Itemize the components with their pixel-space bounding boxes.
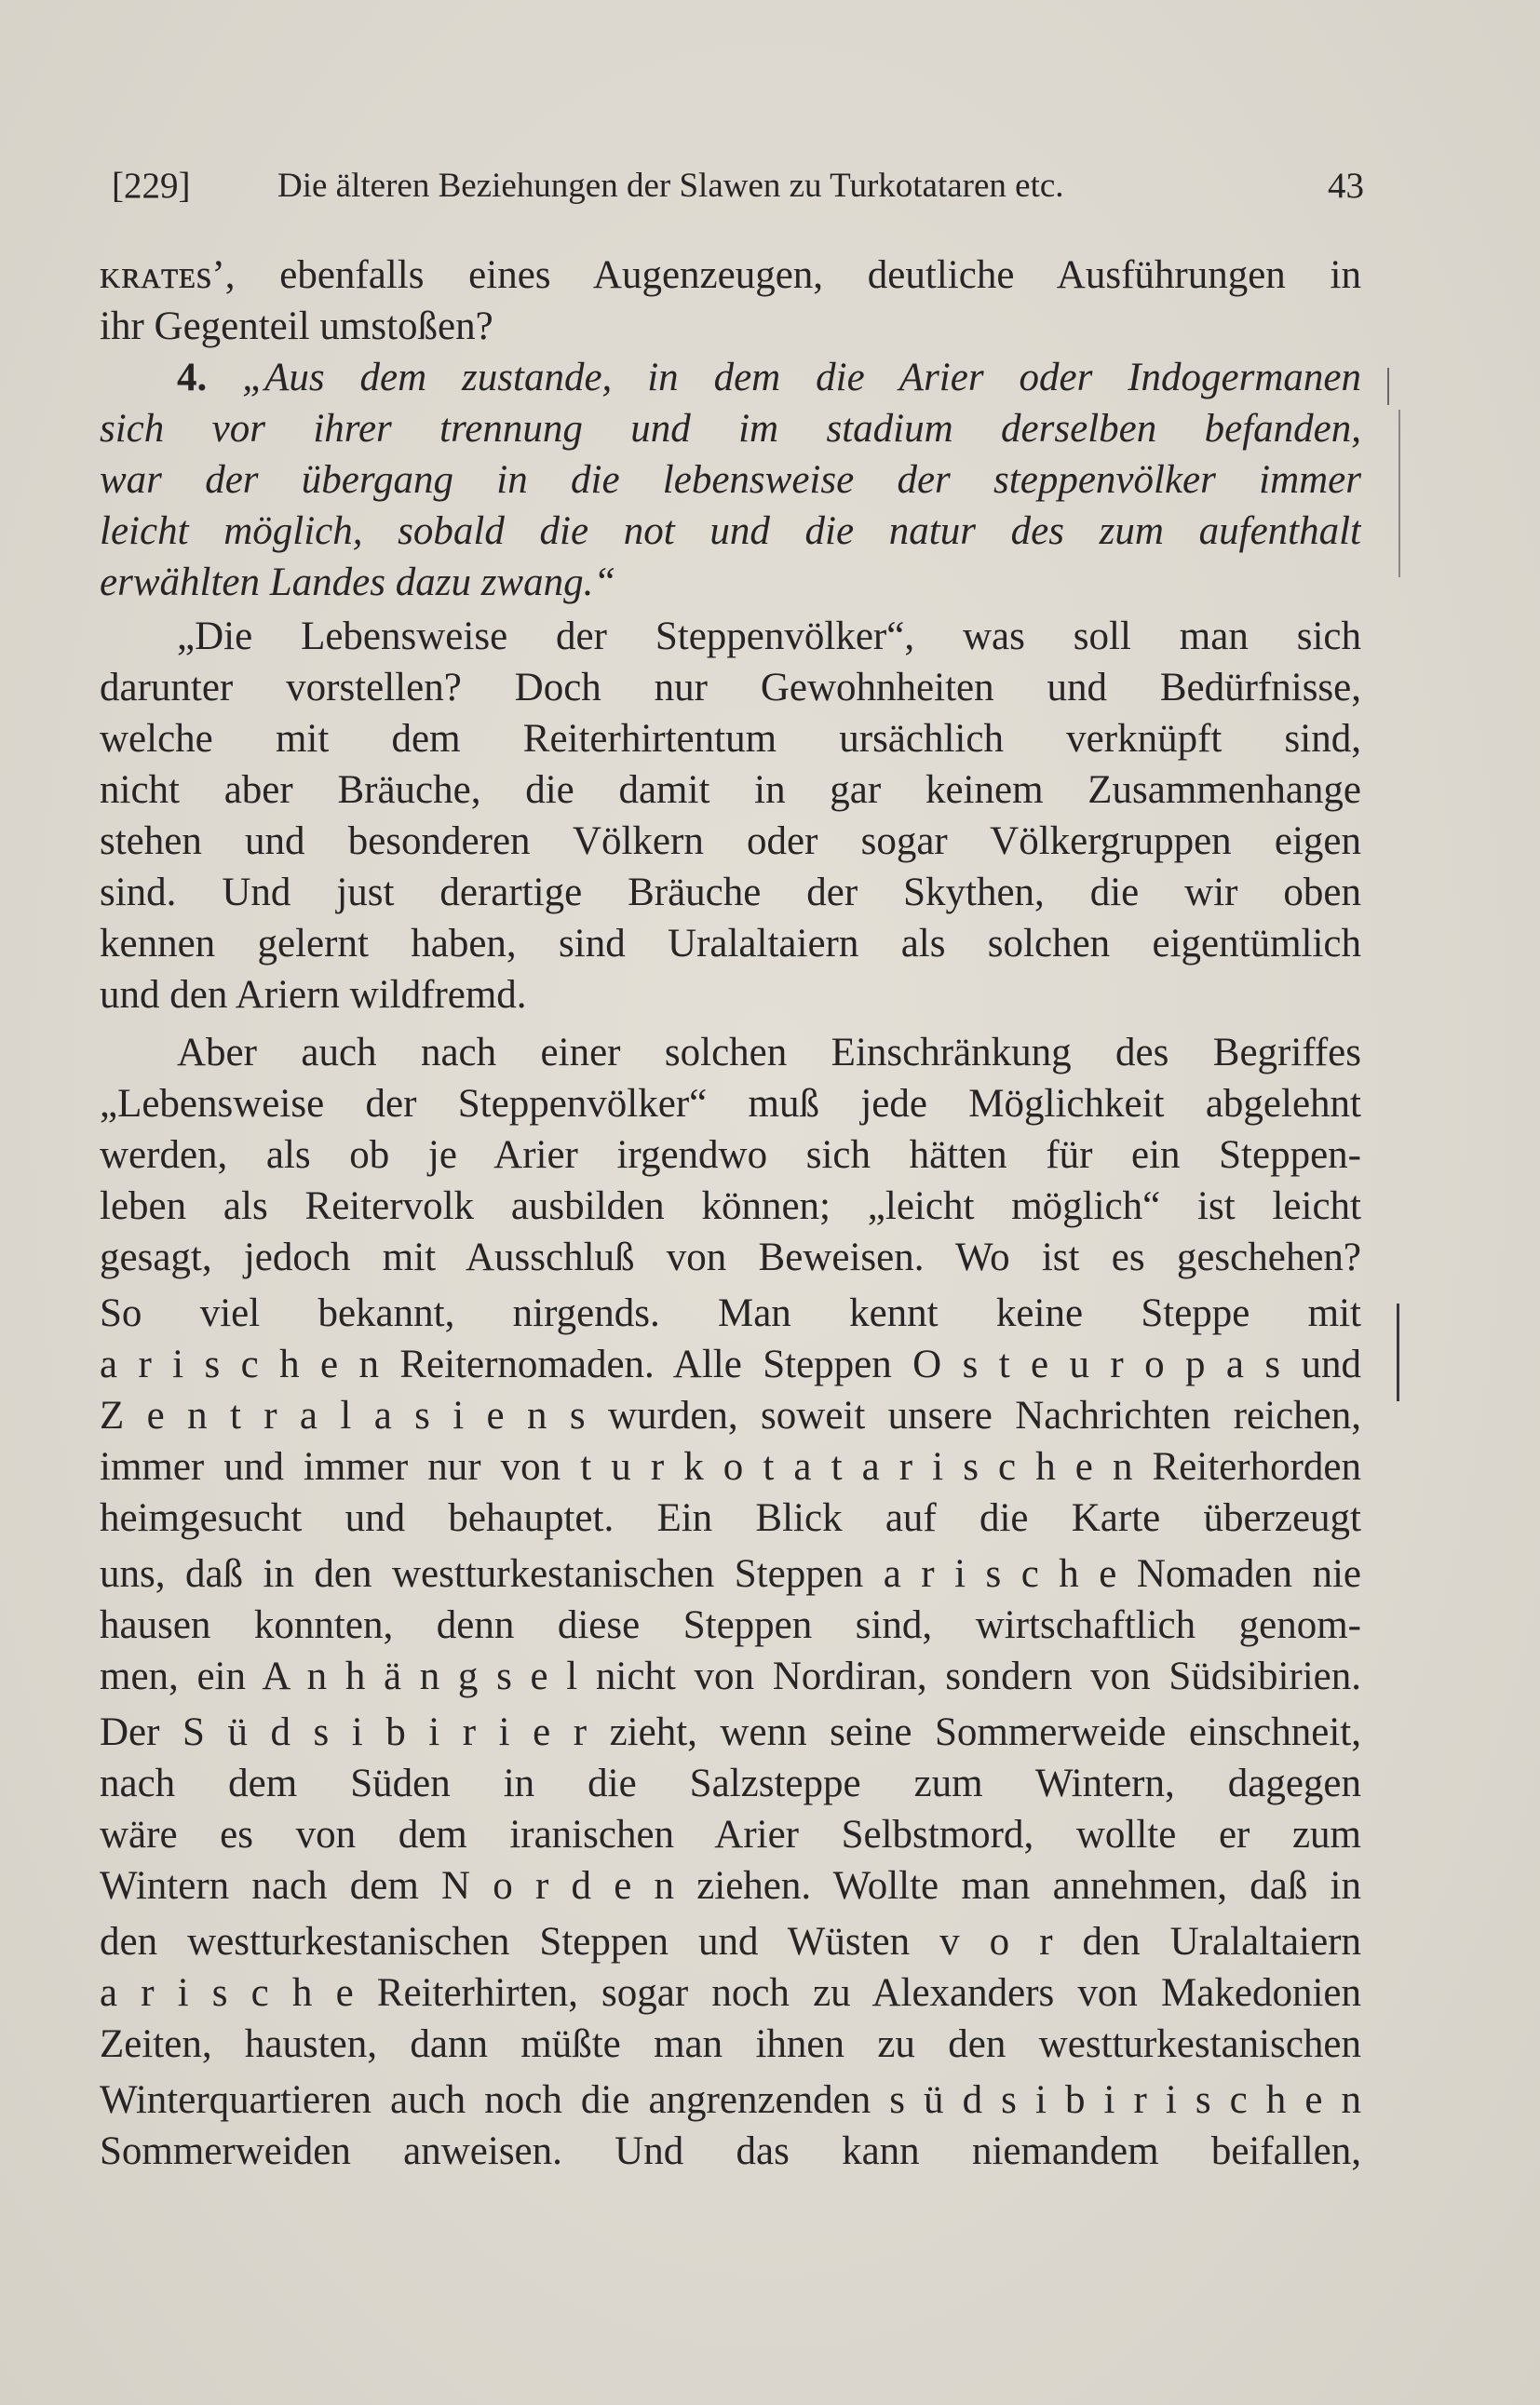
text-line: den westturkestanischen Steppen und Wüsten v o r den Uralaltaiern [100, 1920, 1361, 1964]
text-line: „Lebensweise der Steppenvölker“ muß jede Möglichkeit abgelehnt [100, 1082, 1361, 1126]
text-line: darunter vorstellen? Doch nur Gewohnheiten und Bedürfnisse, [100, 666, 1361, 709]
quote-line: leicht möglich, sobald die not und die natur des zum aufenthalt [100, 509, 1361, 553]
quote-line: erwählten Landes dazu zwang.“ [100, 561, 616, 604]
margin-ink-mark [1397, 1304, 1399, 1401]
text-line: sind. Und just derartige Bräuche der Skythen, die wir oben [100, 871, 1361, 914]
text-line: kennen gelernt haben, sind Uralaltaiern als solchen eigentümlich [100, 922, 1361, 966]
running-title: Die älteren Beziehungen der Slawen zu Turkotataren etc. [277, 167, 1064, 205]
text-line: und den Ariern wildfremd. [100, 973, 527, 1017]
text-line: Zeiten, hausten, dann müßte man ihnen zu den westturkestanischen [100, 2022, 1361, 2066]
text-line: heimgesucht und behauptet. Ein Blick auf die Karte überzeugt [100, 1496, 1361, 1540]
text-line: Winterquartieren auch noch die angrenzenden s ü d s i b i r i s c h e n [100, 2078, 1361, 2122]
text-line: hausen konnten, denn diese Steppen sind, wirtschaftlich genom- [100, 1603, 1361, 1647]
text-line: wäre es von dem iranischen Arier Selbstmord, wollte er zum [100, 1813, 1361, 1857]
margin-pencil-mark [1398, 410, 1400, 577]
page-number: 43 [1328, 166, 1364, 206]
text-line: uns, daß in den westturkestanischen Steppen a r i s c h e Nomaden nie [100, 1552, 1361, 1596]
text-line: werden, als ob je Arier irgendwo sich hätten für ein Steppen- [100, 1133, 1361, 1177]
quote-line [177, 352, 1361, 404]
text-line: Sommerweiden anweisen. Und das kann niemandem beifallen, [100, 2129, 1361, 2173]
text-line: Wintern nach dem N o r d e n ziehen. Wollte man annehmen, daß in [100, 1864, 1361, 1908]
text-line: Aber auch nach einer solchen Einschränkung des Begriffes [177, 1031, 1361, 1074]
page-reference: [229] [112, 166, 191, 206]
text-line: nach dem Süden in die Salzsteppe zum Wintern, dagegen [100, 1762, 1361, 1805]
text-line: stehen und besonderen Völkern oder sogar Völkergruppen eigen [100, 819, 1361, 863]
text-line: welche mit dem Reiterhirtentum ursächlich verknüpft sind, [100, 717, 1361, 761]
text-line: immer und immer nur von t u r k o t a t a r i s c h e n Reiterhorden [100, 1445, 1361, 1489]
text-line: nicht aber Bräuche, die damit in gar keinem Zusammenhange [100, 768, 1361, 812]
margin-pencil-mark [1387, 368, 1389, 405]
running-head [112, 158, 1364, 214]
quote-line: sich vor ihrer trennung und im stadium derselben befanden, [100, 407, 1361, 451]
quote-line: war der übergang in die lebensweise der steppenvölker immer [100, 458, 1361, 502]
text-line: „Die Lebensweise der Steppenvölker“, was soll man sich [177, 615, 1361, 658]
text-line: So viel bekannt, nirgends. Man kennt keine Steppe mit [100, 1291, 1361, 1335]
item-number: 4. [177, 356, 208, 399]
text-line: gesagt, jedoch mit Ausschluß von Beweisen. Wo ist es geschehen? [100, 1236, 1361, 1279]
text-line: ihr Gegenteil umstoßen? [100, 304, 493, 348]
text-line: Der S ü d s i b i r i e r zieht, wenn seine Sommerweide einschneit, [100, 1710, 1361, 1754]
text-line: Z e n t r a l a s i e n s wurden, soweit unsere Nachrichten reichen, [100, 1394, 1361, 1438]
quote-text: „Aus dem zustande, in dem die Arier oder Indogermanen [242, 356, 1361, 399]
text-line: men, ein A n h ä n g s e l nicht von Nordiran, sondern von Südsibirien. [100, 1655, 1361, 1698]
text-line: ᴋʀᴀᴛᴇs’, ebenfalls eines Augenzeugen, deutliche Ausführungen in [100, 253, 1361, 297]
text-line: a r i s c h e n Reiternomaden. Alle Steppen O s t e u r o p a s und [100, 1343, 1361, 1386]
text-line: a r i s c h e Reiterhirten, sogar noch zu Alexanders von Makedonien [100, 1971, 1361, 2015]
text-line: leben als Reitervolk ausbilden können; „leicht möglich“ ist leicht [100, 1184, 1361, 1228]
